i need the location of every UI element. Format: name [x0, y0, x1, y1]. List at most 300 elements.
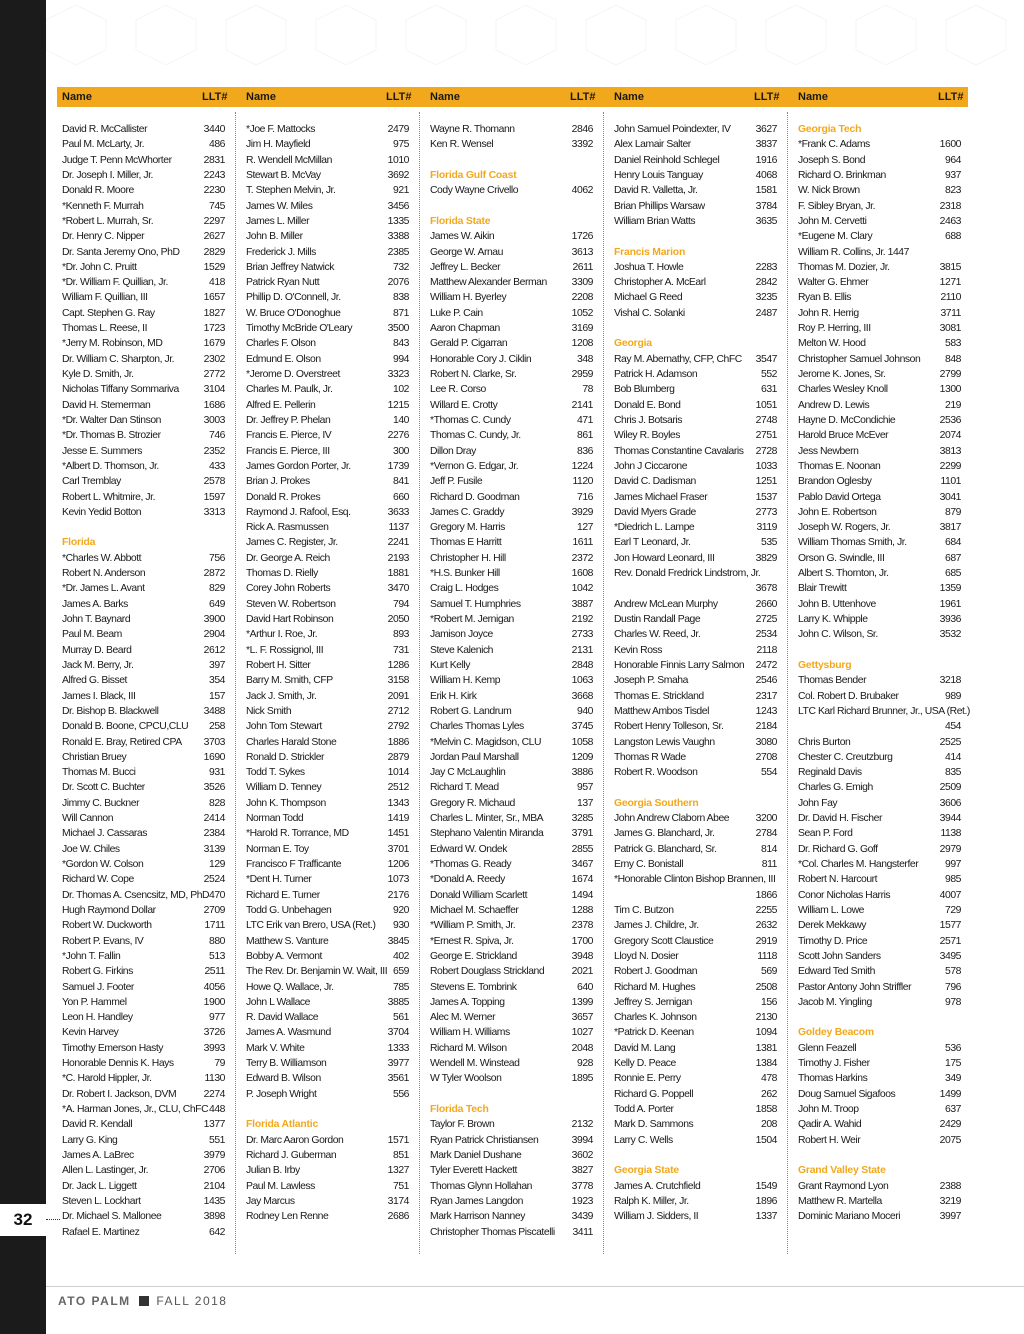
roster-row — [609, 260, 777, 275]
llt-number: 3526 — [203, 782, 225, 794]
llt-number: 828 — [209, 797, 225, 809]
roster-row — [57, 1194, 225, 1209]
member-name: *Donald A. Reedy — [430, 874, 505, 886]
member-name: John Fay — [798, 797, 838, 809]
llt-number: 2831 — [203, 154, 225, 166]
llt-number: 1120 — [572, 476, 593, 488]
chapter-heading — [57, 535, 225, 550]
llt-number: 3977 — [387, 1058, 409, 1070]
chapter-heading — [793, 1163, 961, 1178]
roster-row — [609, 352, 777, 367]
member-name: Richard G. Poppell — [614, 1088, 694, 1100]
member-name: Thomas E. Strickland — [614, 690, 704, 702]
member-name: *Honorable Clinton Bishop Brannen, III — [614, 874, 776, 886]
roster-row — [425, 199, 593, 214]
roster-row — [241, 1133, 409, 1148]
roster-row — [609, 321, 777, 336]
llt-number: 4068 — [755, 169, 777, 181]
roster-row — [609, 413, 777, 428]
member-name: Robert H. Weir — [798, 1134, 861, 1146]
llt-number: 642 — [209, 1226, 225, 1238]
roster-row — [57, 1225, 225, 1240]
roster-row — [57, 980, 225, 995]
member-name: Roy P. Herring, III — [798, 323, 871, 335]
roster-row — [425, 612, 593, 627]
llt-number: 931 — [209, 767, 225, 779]
roster-row — [609, 137, 777, 152]
member-name: Dr. Robert I. Jackson, DVM — [62, 1088, 177, 1100]
member-name: John E. Robertson — [798, 506, 877, 518]
member-name: Alec M. Werner — [430, 1012, 496, 1024]
llt-number: 989 — [945, 690, 961, 702]
roster-row — [609, 199, 777, 214]
roster-row — [793, 367, 961, 382]
footer-rule — [46, 1286, 1024, 1287]
member-name: Joe W. Chiles — [62, 843, 120, 855]
roster-row — [57, 581, 225, 596]
roster-column-2 — [241, 122, 409, 1254]
llt-header: LLT# — [202, 91, 228, 103]
roster-row — [609, 811, 777, 826]
member-name: Christopher H. Hill — [430, 552, 506, 564]
llt-number: 3500 — [387, 323, 409, 335]
member-name: Matthew Alexander Berman — [430, 277, 547, 289]
chapter-name: Goldey Beacom — [798, 1027, 874, 1039]
llt-number: 300 — [393, 445, 409, 457]
member-name: *Patrick D. Keenan — [614, 1027, 694, 1039]
chapter-name: Florida State — [430, 215, 491, 227]
roster-row — [609, 658, 777, 673]
llt-number: 1209 — [571, 751, 593, 763]
roster-row — [425, 826, 593, 841]
llt-number: 1611 — [572, 537, 593, 549]
llt-number: 3837 — [755, 139, 777, 151]
roster-row — [793, 1087, 961, 1102]
roster-row — [609, 444, 777, 459]
llt-number: 2855 — [571, 843, 593, 855]
member-name: *Arthur I. Roe, Jr. — [246, 629, 318, 641]
member-name: Paul M. McLarty, Jr. — [62, 139, 145, 151]
roster-row — [425, 398, 593, 413]
member-name: F. Sibley Bryan, Jr. — [798, 200, 876, 212]
llt-number: 688 — [945, 231, 961, 243]
roster-row — [793, 153, 961, 168]
roster-row — [609, 306, 777, 321]
chapter-heading — [609, 336, 777, 351]
member-name: Dr. George A. Reich — [246, 552, 330, 564]
member-name: Conor Nicholas Harris — [798, 889, 891, 901]
roster-row — [793, 796, 961, 811]
llt-number: 3174 — [387, 1195, 409, 1207]
chapter-heading — [425, 1102, 593, 1117]
roster-row — [57, 1148, 225, 1163]
roster-row — [793, 995, 961, 1010]
roster-row — [425, 857, 593, 872]
llt-number: 2050 — [387, 614, 409, 625]
llt-number: 2378 — [571, 920, 593, 932]
llt-number: 2611 — [572, 261, 593, 273]
member-name: Richard M. Wilson — [430, 1042, 507, 1054]
member-name: P. Joseph Wright — [246, 1088, 317, 1100]
member-name: *H.S. Bunker Hill — [430, 568, 500, 580]
llt-number: 2536 — [939, 414, 961, 426]
llt-number: 471 — [577, 414, 593, 426]
llt-number: 2176 — [387, 889, 409, 901]
member-name: Jack M. Berry, Jr. — [62, 659, 134, 671]
roster-row — [793, 321, 961, 336]
member-name: Rafael E. Martinez — [62, 1226, 140, 1238]
roster-row — [241, 597, 409, 612]
roster-row — [241, 382, 409, 397]
member-name: Charles F. Olson — [246, 338, 316, 350]
llt-number: 2799 — [939, 369, 961, 380]
member-name: John B. Miller — [246, 231, 303, 243]
member-name: James C. Graddy — [430, 506, 505, 518]
member-name: Ronnie E. Perry — [614, 1073, 681, 1085]
member-name: Timothy J. Fisher — [798, 1058, 870, 1070]
roster-row — [793, 1041, 961, 1056]
llt-number: 687 — [945, 552, 961, 564]
llt-number: 2708 — [755, 751, 777, 763]
roster-column-5 — [793, 122, 970, 1254]
member-name: T. Stephen Melvin, Jr. — [246, 185, 336, 197]
llt-number: 2571 — [939, 935, 961, 947]
roster-column-4 — [609, 122, 777, 1254]
llt-number: 397 — [209, 659, 225, 671]
llt-number: 2230 — [203, 185, 225, 197]
llt-number: 433 — [209, 460, 225, 472]
roster-row — [793, 352, 961, 367]
roster-column-1 — [57, 122, 225, 1254]
member-name: James A. Barks — [62, 598, 128, 610]
llt-number: 2904 — [203, 629, 225, 641]
member-name: Robert L. Whitmire, Jr. — [62, 491, 156, 503]
llt-number: 3309 — [571, 277, 593, 289]
llt-number: 1288 — [571, 904, 593, 916]
member-name: Stevens E. Tombrink — [430, 981, 517, 993]
roster-row — [241, 842, 409, 857]
member-name: John C. Wilson, Sr. — [798, 629, 878, 641]
member-name: Samuel J. Footer — [62, 981, 134, 993]
llt-number: 556 — [393, 1088, 409, 1100]
llt-number: 921 — [393, 185, 409, 197]
roster-row — [57, 122, 225, 137]
llt-number: 349 — [945, 1073, 961, 1085]
llt-number: 2829 — [203, 246, 225, 258]
member-name: *A. Harman Jones, Jr., CLU, ChFC — [62, 1104, 209, 1115]
llt-number: 3994 — [571, 1134, 593, 1146]
roster-row — [57, 842, 225, 857]
member-name: James A. Wasmund — [246, 1027, 331, 1039]
member-name: Dillon Dray — [430, 445, 476, 457]
llt-number: 3993 — [203, 1042, 225, 1054]
llt-number: 2141 — [571, 399, 593, 411]
roster-row — [241, 918, 409, 933]
member-name: *Diedrich L. Lampe — [614, 522, 695, 534]
llt-number: 3627 — [755, 124, 777, 135]
roster-row — [609, 643, 777, 658]
llt-number: 3668 — [571, 690, 593, 702]
roster-row — [609, 903, 777, 918]
llt-number: 1042 — [571, 583, 593, 595]
llt-number: 1686 — [203, 399, 225, 411]
member-name: Edward W. Ondek — [430, 843, 507, 855]
member-name: Chris Burton — [798, 736, 851, 748]
llt-number: 552 — [761, 369, 777, 380]
roster-row — [793, 857, 961, 872]
roster-row — [609, 964, 777, 979]
roster-row — [241, 520, 409, 535]
llt-number: 994 — [393, 353, 409, 365]
member-name: LTC Karl Richard Brunner, Jr., USA (Ret.) — [798, 705, 970, 717]
roster-row — [241, 1087, 409, 1102]
llt-number: 1215 — [387, 399, 409, 411]
member-name: Lee R. Corso — [430, 384, 486, 396]
member-name: Robert P. Evans, IV — [62, 935, 144, 947]
roster-row — [425, 290, 593, 305]
member-name: Taylor F. Brown — [430, 1119, 495, 1131]
llt-number: 811 — [761, 859, 777, 870]
member-name: James W. Miles — [246, 200, 313, 212]
member-name: Honorable Finnis Larry Salmon — [614, 659, 745, 671]
roster-row — [609, 1194, 777, 1209]
member-name: Timothy Emerson Hasty — [62, 1042, 164, 1054]
llt-number: 2733 — [571, 629, 593, 641]
llt-number: 2879 — [387, 751, 409, 763]
roster-row — [241, 612, 409, 627]
member-name: Dr. Marc Aaron Gordon — [246, 1134, 344, 1146]
roster-row — [241, 704, 409, 719]
member-name: Dominic Mariano Moceri — [798, 1211, 901, 1223]
chapter-name: Georgia Tech — [798, 124, 862, 135]
llt-number: 1384 — [755, 1058, 777, 1070]
llt-number: 829 — [209, 583, 225, 595]
member-name: Lloyd N. Dosier — [614, 950, 679, 962]
llt-number: 1286 — [387, 659, 409, 671]
llt-number: 1571 — [387, 1134, 409, 1146]
llt-number: 985 — [945, 874, 961, 886]
member-name: Richard W. Cope — [62, 874, 134, 886]
member-name: Alfred E. Pellerin — [246, 399, 316, 411]
roster-row — [425, 689, 593, 704]
roster-row — [241, 689, 409, 704]
member-name: David R. Valletta, Jr. — [614, 185, 698, 197]
roster-row — [57, 1087, 225, 1102]
llt-number: 3886 — [571, 767, 593, 779]
member-name: Honorable Cory J. Ciklin — [430, 353, 532, 365]
llt-number: 637 — [945, 1104, 961, 1115]
roster-row — [241, 934, 409, 949]
llt-number: 1206 — [387, 859, 409, 870]
chapter-name: Florida Atlantic — [246, 1119, 319, 1131]
llt-number: 937 — [945, 169, 961, 181]
roster-row — [241, 735, 409, 750]
column-divider — [787, 112, 788, 1254]
member-name: John B. Uttenhove — [798, 598, 876, 610]
member-name: Dr. Henry C. Nipper — [62, 231, 145, 243]
roster-row — [241, 428, 409, 443]
llt-header: LLT# — [938, 91, 964, 103]
roster-row — [425, 780, 593, 795]
member-name: *Dr. James L. Avant — [62, 583, 145, 595]
member-name: Bobby A. Vermont — [246, 950, 322, 962]
member-name: Thomas Harkins — [798, 1073, 868, 1085]
llt-number: 1271 — [939, 277, 961, 289]
llt-number: 2706 — [203, 1165, 225, 1177]
member-name: Gregory Scott Claustice — [614, 935, 714, 947]
llt-number: 2751 — [755, 430, 777, 442]
roster-row — [793, 1194, 961, 1209]
member-name: Jeffrey S. Jernigan — [614, 996, 692, 1008]
table-header-bar — [57, 87, 968, 107]
member-name: William Brian Watts — [614, 215, 696, 227]
roster-row — [241, 980, 409, 995]
llt-number: 2748 — [755, 414, 777, 426]
roster-row — [609, 857, 777, 872]
member-name: Thomas E. Noonan — [798, 460, 881, 472]
roster-row — [793, 964, 961, 979]
member-name: Dr. Michael S. Mallonee — [62, 1211, 162, 1223]
llt-number: 3704 — [387, 1027, 409, 1039]
member-name: Yon P. Hammel — [62, 996, 127, 1008]
roster-row — [57, 1209, 225, 1224]
roster-row — [609, 551, 777, 566]
llt-number: 583 — [945, 338, 961, 350]
llt-number: 3218 — [939, 675, 961, 687]
hexagon-pattern-icon — [46, 0, 1024, 70]
member-name: *Robert M. Jernigan — [430, 614, 514, 625]
llt-number: 2534 — [755, 629, 777, 641]
member-name: Brian Phillips Warsaw — [614, 200, 705, 212]
roster-row — [241, 229, 409, 244]
member-name: Thomas Bender — [798, 675, 867, 687]
roster-row — [57, 888, 225, 903]
roster-row — [793, 306, 961, 321]
roster-row — [793, 750, 961, 765]
roster-row — [609, 1209, 777, 1224]
roster-row — [57, 1025, 225, 1040]
member-name: James C. Register, Jr. — [246, 537, 338, 549]
llt-number: 1337 — [755, 1211, 777, 1223]
roster-row — [609, 765, 777, 780]
member-name: *L. F. Rossignol, III — [246, 644, 324, 656]
llt-number: 814 — [761, 843, 777, 855]
roster-row — [609, 1056, 777, 1071]
member-name: *Jerome D. Overstreet — [246, 369, 340, 380]
member-name: Mark D. Sammons — [614, 1119, 694, 1131]
roster-row — [57, 934, 225, 949]
llt-number: 879 — [945, 506, 961, 518]
roster-row — [793, 505, 961, 520]
member-name: Edmund E. Olson — [246, 353, 321, 365]
llt-number: 2297 — [203, 215, 225, 227]
roster-row — [241, 872, 409, 887]
roster-row — [241, 413, 409, 428]
member-name: Dustin Randall Page — [614, 614, 701, 625]
chapter-name: Georgia State — [614, 1165, 679, 1177]
member-name: Steve Kalenich — [430, 644, 494, 656]
llt-number: 1916 — [755, 154, 777, 166]
member-name: Harold Bruce McEver — [798, 430, 889, 442]
chapter-heading — [609, 1163, 777, 1178]
member-name: John K. Thompson — [246, 797, 326, 809]
member-name: James A. LaBrec — [62, 1149, 134, 1161]
llt-number: 975 — [393, 139, 409, 151]
llt-number: 2508 — [755, 981, 777, 993]
member-name: Doug Samuel Sigafoos — [798, 1088, 896, 1100]
llt-number: 2104 — [203, 1180, 225, 1192]
llt-number: 2463 — [939, 215, 961, 227]
roster-row — [241, 290, 409, 305]
roster-row — [57, 137, 225, 152]
member-name: Dr. William C. Sharpton, Jr. — [62, 353, 175, 365]
roster-row — [425, 336, 593, 351]
llt-number: 1208 — [571, 338, 593, 350]
llt-number: 2612 — [203, 644, 225, 656]
chapter-heading — [609, 245, 777, 260]
member-name: Aaron Chapman — [430, 323, 500, 335]
member-name: Vishal C. Solanki — [614, 307, 685, 319]
roster-row — [241, 811, 409, 826]
llt-number: 3081 — [939, 323, 961, 335]
member-name: *Albert D. Thomson, Jr. — [62, 460, 159, 472]
member-name: Paul M. Beam — [62, 629, 122, 641]
llt-number: 3701 — [387, 843, 409, 855]
name-header: Name — [614, 91, 644, 103]
member-name: Jack J. Smith, Jr. — [246, 690, 317, 702]
roster-row — [425, 566, 593, 581]
roster-row — [793, 842, 961, 857]
llt-number: 1866 — [755, 889, 777, 901]
member-name: James Gordon Porter, Jr. — [246, 460, 351, 472]
llt-number: 2414 — [203, 813, 225, 825]
member-name: *Dr. William F. Quillian, Jr. — [62, 277, 168, 289]
llt-number: 3388 — [387, 231, 409, 243]
column-divider — [419, 112, 420, 1254]
roster-row — [425, 1117, 593, 1132]
roster-row — [57, 872, 225, 887]
member-name: Charles L. Minter, Sr., MBA — [430, 813, 544, 825]
member-name: Steven W. Robertson — [246, 598, 336, 610]
roster-row — [793, 949, 961, 964]
llt-number: 127 — [577, 522, 593, 534]
member-name: *Thomas C. Cundy — [430, 414, 511, 426]
member-name: William H. Byerley — [430, 292, 507, 304]
llt-number: 1094 — [755, 1027, 777, 1039]
roster-row — [57, 413, 225, 428]
llt-number: 2959 — [571, 369, 593, 380]
roster-row — [425, 750, 593, 765]
roster-row — [241, 719, 409, 734]
member-name: Michael M. Schaeffer — [430, 904, 519, 916]
member-name: Paul M. Lawless — [246, 1180, 315, 1192]
roster-column-3 — [425, 122, 593, 1254]
member-name: William Thomas Smith, Jr. — [798, 537, 907, 549]
member-name: Kevin Ross — [614, 644, 663, 656]
llt-number: 716 — [577, 491, 593, 503]
llt-number: 2792 — [387, 721, 409, 733]
llt-number: 3169 — [571, 323, 593, 335]
roster-row — [793, 199, 961, 214]
member-name: Norman Todd — [246, 813, 304, 825]
roster-row — [425, 903, 593, 918]
llt-number: 920 — [393, 904, 409, 916]
member-name: R. David Wallace — [246, 1012, 319, 1024]
llt-number: 2712 — [387, 705, 409, 717]
member-name: Judge T. Penn McWhorter — [62, 154, 172, 166]
llt-number: 486 — [209, 139, 225, 151]
roster-row — [425, 643, 593, 658]
